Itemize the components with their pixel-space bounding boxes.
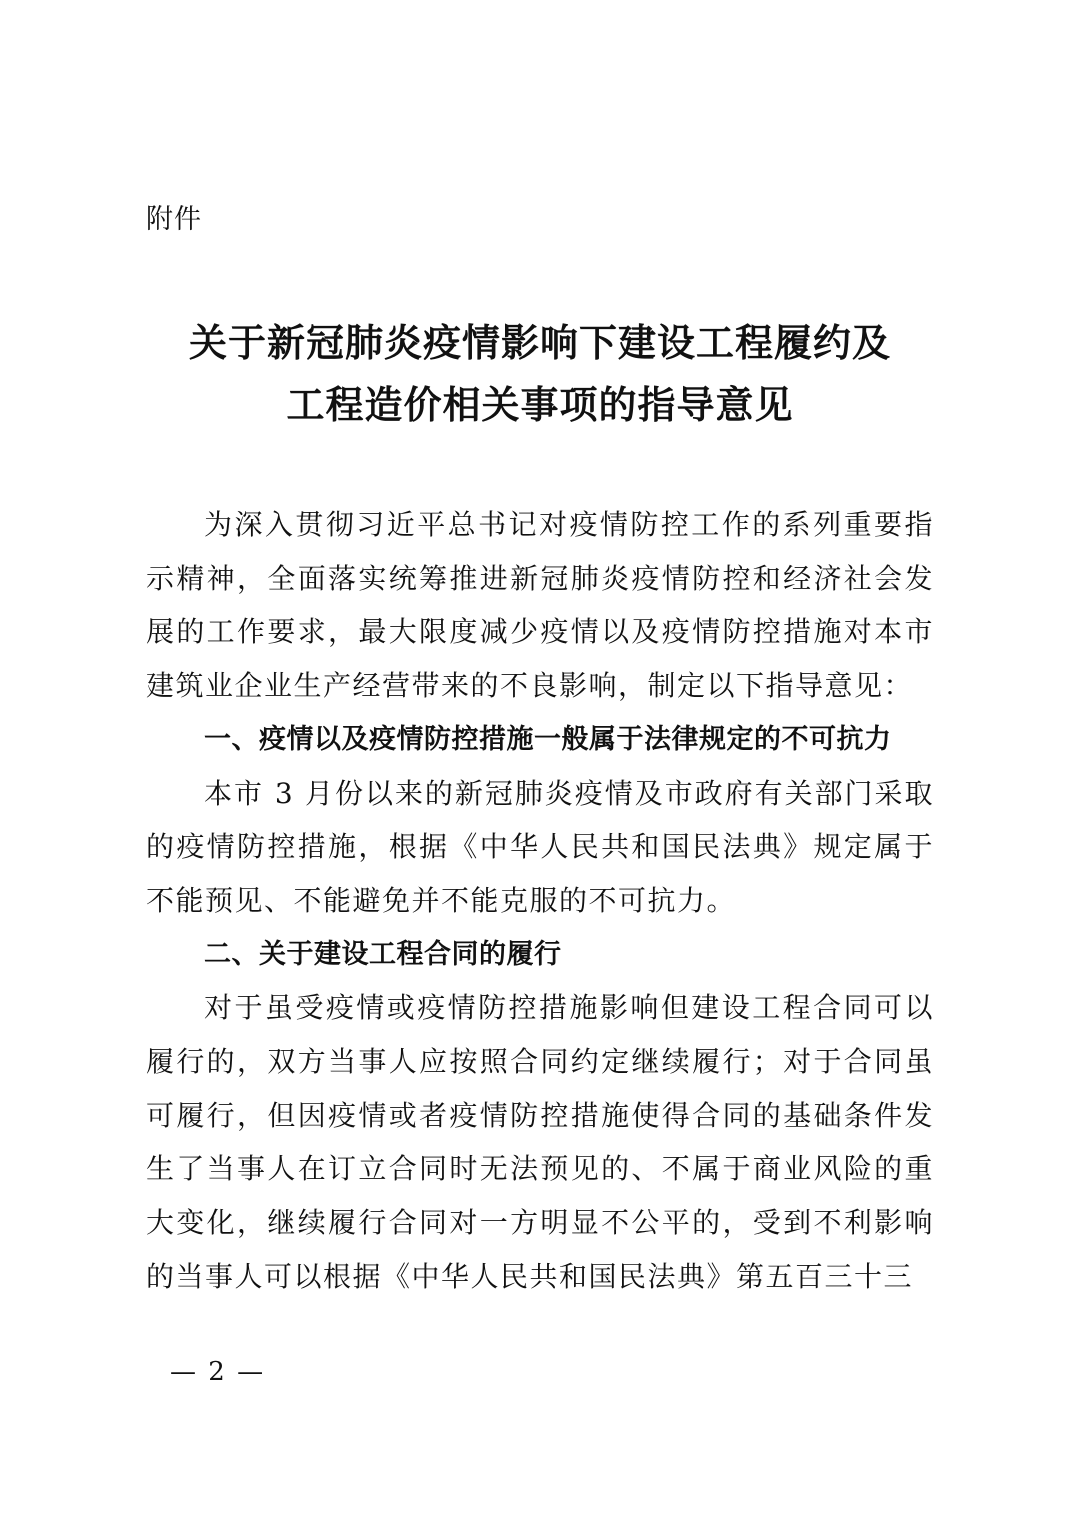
section-1-paragraph: 本市 3 月份以来的新冠肺炎疫情及市政府有关部门采取的疫情防控措施，根据《中华人民共和国民法典》规定属于不能预见、不能避免并不能克服的不可抗力。 [146, 776, 934, 917]
page-number: — 2 — [170, 1357, 266, 1387]
intro-paragraph: 为深入贯彻习近平总书记对疫情防控工作的系列重要指示精神，全面落实统筹推进新冠肺炎疫情防控和经济社会发展的工作要求，最大限度减少疫情以及疫情防控措施对本市建筑业企业生产经营带来的不良影响，制定以下指导意见： [146, 508, 934, 703]
title-line-1: 关于新冠肺炎疫情影响下建设工程履约及 [188, 320, 891, 365]
attachment-label: 附件 [146, 204, 202, 235]
document-title [100, 312, 980, 436]
section-1-heading: 一、疫情以及疫情防控措施一般属于法律规定的不可抗力 [204, 723, 892, 755]
section-2-heading: 二、关于建设工程合同的履行 [204, 938, 562, 970]
document-body [146, 498, 934, 1304]
title-line-2: 工程造价相关事项的指导意见 [286, 382, 794, 427]
section-2-paragraph: 对于虽受疫情或疫情防控措施影响但建设工程合同可以履行的，双方当事人应按照合同约定继续履行；对于合同虽可履行，但因疫情或者疫情防控措施使得合同的基础条件发生了当事人在订立合同时无法预见的、不属于商业风险的重大变化，继续履行合同对一方明显不公平的，受到不利影响的当事人可以根据《中华人民共和国民法典》第五百三十三 [146, 991, 934, 1293]
